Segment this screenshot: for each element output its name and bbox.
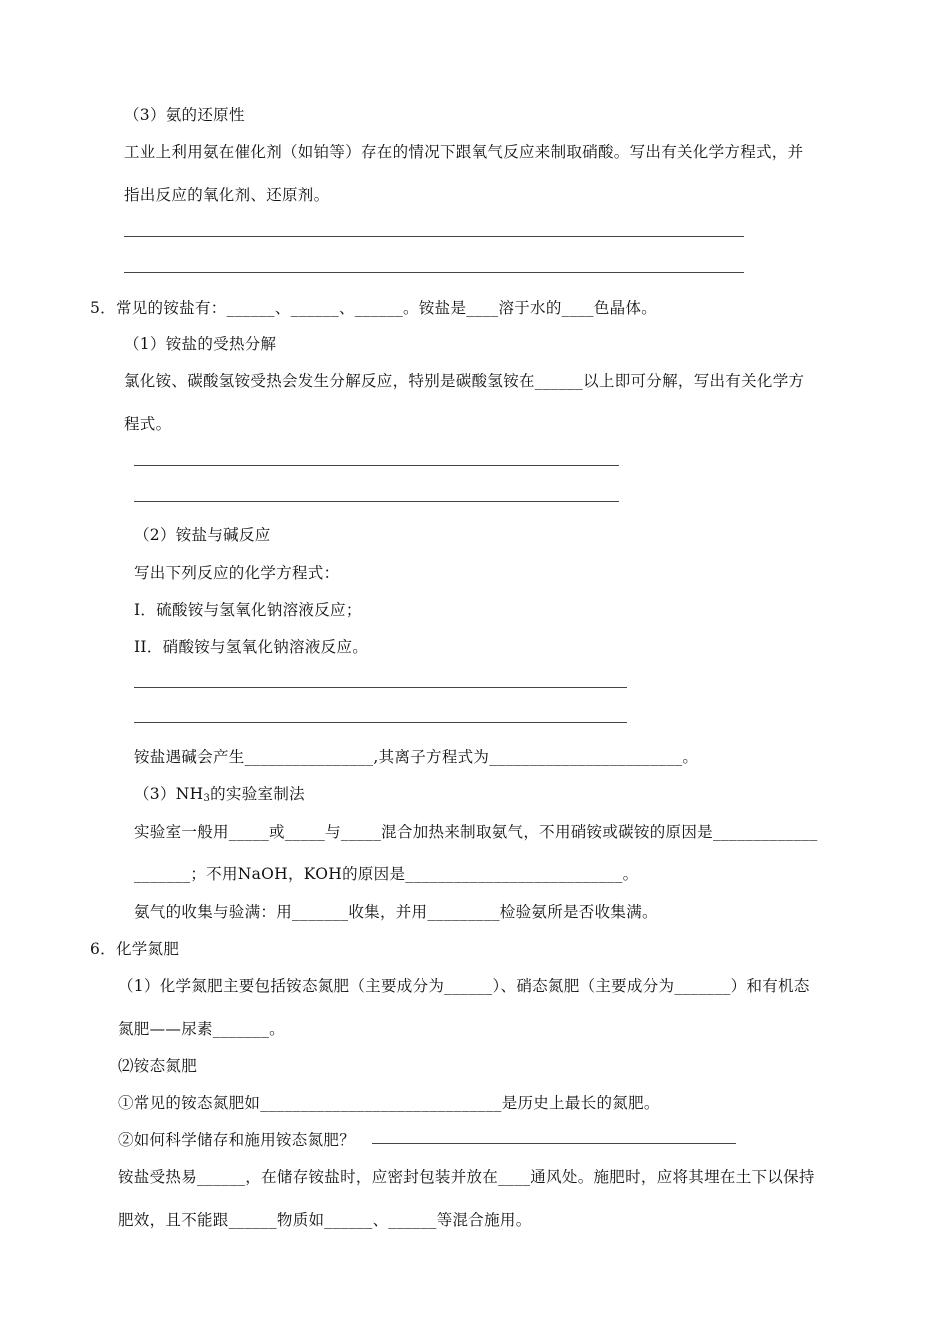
paragraph-line: 氯化铵、碳酸氢铵受热会发生分解反应，特别是碳酸氢铵在______以上即可分解，写出有关化学方: [124, 372, 805, 390]
paragraph-line: 指出反应的氧化剂、还原剂。: [124, 186, 330, 204]
section-title: （3）氨的还原性: [124, 106, 245, 124]
list-item: I．硫酸铵与氢氧化钠溶液反应；: [134, 601, 362, 619]
section-title: （2）铵盐与碱反应: [134, 526, 271, 544]
list-item: II．硝酸铵与氢氧化钠溶液反应。: [134, 638, 369, 656]
list-item: ②如何科学储存和施用铵态氮肥？: [118, 1131, 356, 1149]
answer-line[interactable]: [372, 1143, 736, 1144]
section-title: （1）铵盐的受热分解: [124, 335, 277, 353]
answer-line[interactable]: [124, 236, 744, 237]
section-title: ⑵铵态氮肥: [118, 1057, 198, 1075]
paragraph-line: 氨气的收集与验满：用_______收集，并用_________检验氨所是否收集满。: [134, 903, 658, 921]
list-item: ①常见的铵态氮肥如______________________________是历史上最长的氮肥。: [118, 1094, 660, 1112]
answer-line[interactable]: [134, 687, 627, 688]
answer-line[interactable]: [134, 465, 619, 466]
question-heading: 5．常见的铵盐有：______、______、______。铵盐是____溶于水的____色晶体。: [90, 299, 658, 317]
paragraph-line: 工业上利用氨在催化剂（如铂等）存在的情况下跟氧气反应来制取硝酸。写出有关化学方程式，并: [124, 143, 804, 161]
paragraph-line: 铵盐遇碱会产生________________,其离子方程式为________________________。: [134, 748, 699, 766]
paragraph-line: _______；不用NaOH，KOH的原因是___________________________。: [134, 865, 639, 883]
answer-line[interactable]: [124, 272, 744, 273]
paragraph-line: 写出下列反应的化学方程式：: [134, 564, 340, 582]
paragraph-line: 实验室一般用_____或_____与_____混合加热来制取氨气，不用硝铵或碳铵的原因是_____________: [134, 823, 818, 841]
paragraph-line: （1）化学氮肥主要包括铵态氮肥（主要成分为______）、硝态氮肥（主要成分为_______）和有机态: [118, 977, 810, 995]
paragraph-line: 铵盐受热易______，在储存铵盐时，应密封包装并放在____通风处。施肥时，应将其埋在土下以保持: [118, 1168, 815, 1186]
paragraph-line: 氮肥——尿素_______。: [118, 1020, 285, 1038]
question-heading: 6．化学氮肥: [90, 940, 180, 958]
answer-line[interactable]: [134, 501, 619, 502]
answer-line[interactable]: [134, 722, 627, 723]
paragraph-line: 程式。: [124, 415, 172, 433]
paragraph-line: 肥效，且不能跟______物质如______、______等混合施用。: [118, 1211, 532, 1229]
section-title: $(3)NH_3$的实验室制法: [134, 785, 305, 804]
